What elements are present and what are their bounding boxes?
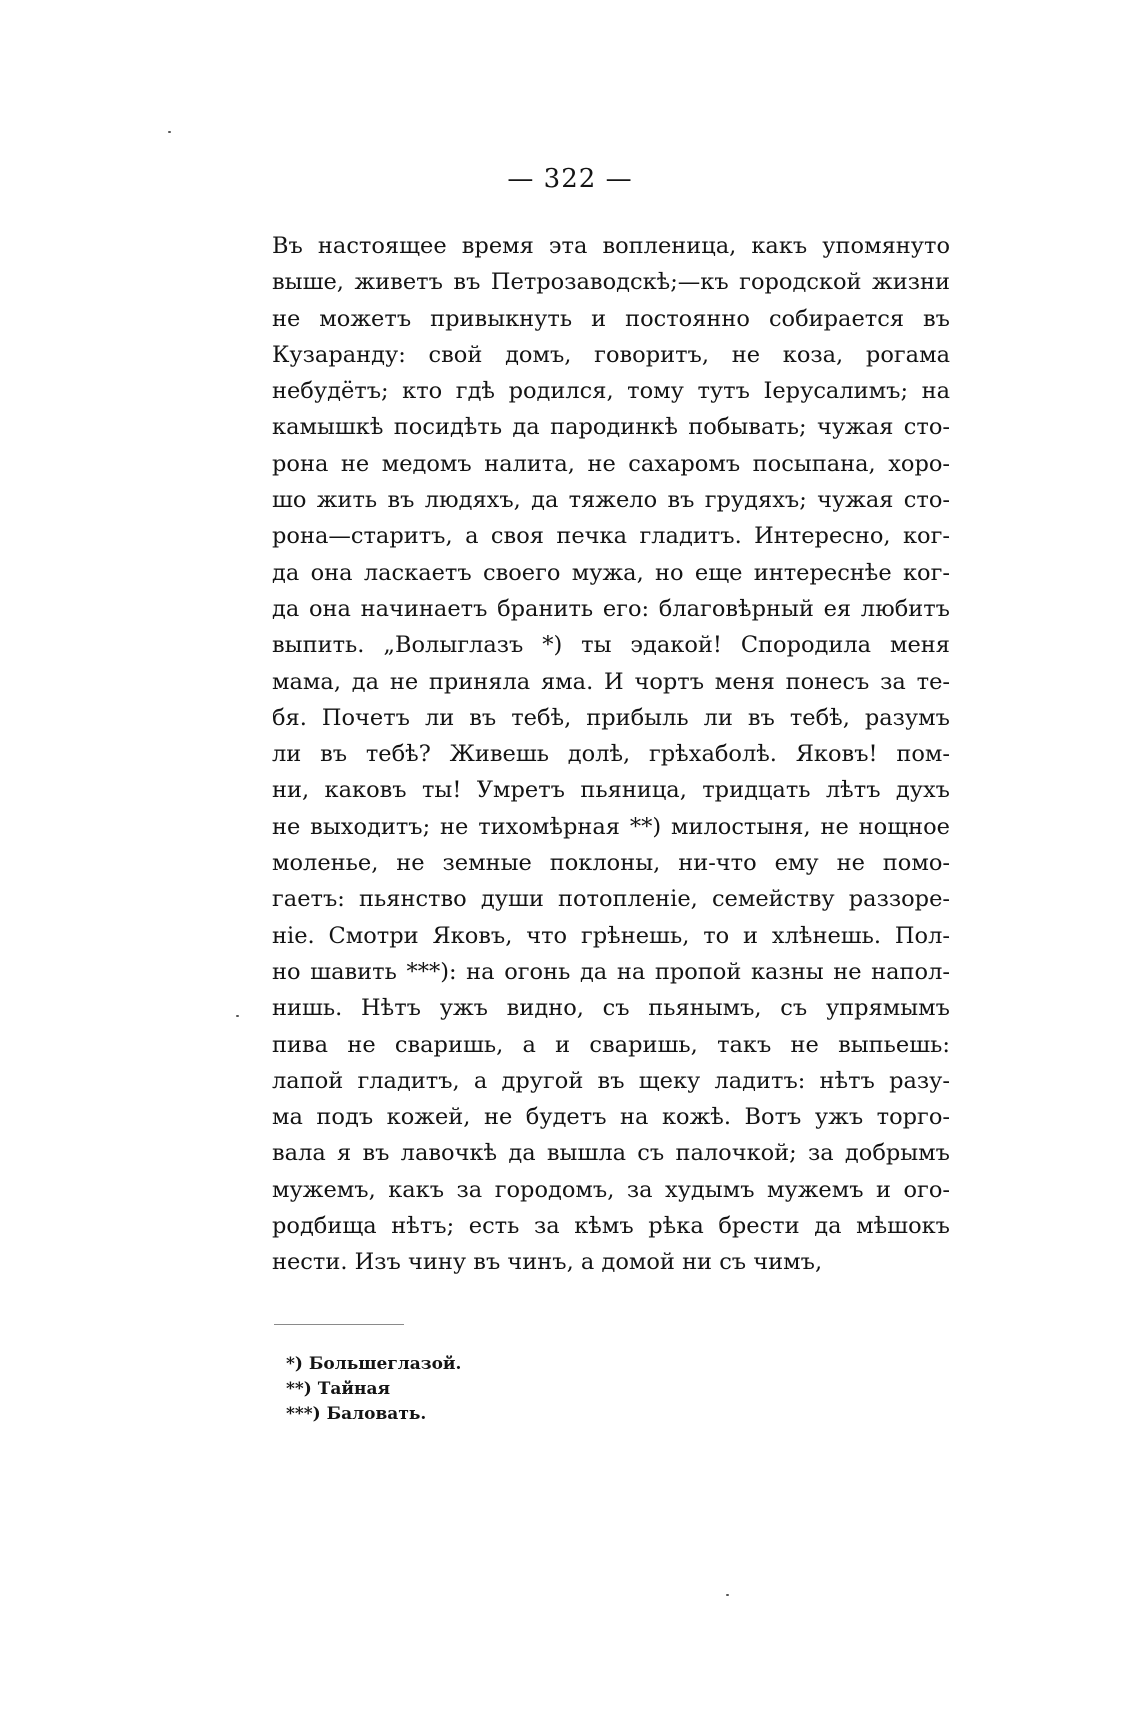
text-line: рона не медомъ налита, не сахаромъ посыпана, хоро- <box>272 450 950 477</box>
text-line: моленье, не земные поклоны, ни-что ему не помо- <box>272 850 950 877</box>
text-line: бя. Почетъ ли въ тебѣ, прибыль ли въ тебѣ, разумъ <box>272 704 950 731</box>
text-line: не можетъ привыкнуть и постоянно собирается въ <box>272 305 950 332</box>
text-line: да она ласкаетъ своего мужа, но еще интереснѣе ког- <box>272 559 950 586</box>
text-line: но шавить ***): на огонь да на пропой казны не напол- <box>272 958 950 985</box>
footnote: *) Большеглазой. <box>286 1354 462 1374</box>
footnote-separator <box>274 1324 404 1325</box>
text-line: родбища нѣтъ; есть за кѣмъ рѣка брести да мѣшокъ <box>272 1213 950 1240</box>
footnote: ***) Баловать. <box>286 1404 427 1424</box>
text-line: пива не сваришь, а и сваришь, такъ не выпьешь: <box>272 1031 950 1058</box>
footnote: **) Тайная <box>286 1379 391 1399</box>
text-line: Въ настоящее время эта вопленица, какъ упомянуто <box>272 233 950 259</box>
footnotes <box>286 1352 686 1427</box>
text-line: ли въ тебѣ? Живешь долѣ, грѣхаболѣ. Яковъ! пом- <box>272 741 950 768</box>
text-line: нишь. Нѣтъ ужъ видно, съ пьянымъ, съ упрямымъ <box>272 995 950 1022</box>
body-text <box>272 228 950 1281</box>
text-line: гаетъ: пьянство души потопленіе, семейству раззоре- <box>272 886 950 913</box>
text-line: небудётъ; кто гдѣ родился, тому тутъ Іерусалимъ; на <box>272 378 950 405</box>
text-line: нести. Изъ чину въ чинъ, а домой ни съ чимъ, <box>272 1249 823 1276</box>
scan-speck <box>168 131 171 133</box>
text-line: мужемъ, какъ за городомъ, за худымъ мужемъ и ого- <box>272 1176 950 1203</box>
text-line: выше, живетъ въ Петрозаводскѣ;—къ городской жизни <box>272 269 950 296</box>
text-line: шо жить въ людяхъ, да тяжело въ грудяхъ; чужая сто- <box>272 487 950 514</box>
text-line: лапой гладитъ, а другой въ щеку ладитъ: нѣтъ разу- <box>272 1067 950 1094</box>
text-line: мама, да не приняла яма. И чортъ меня понесъ за те- <box>272 668 950 695</box>
text-line: да она начинаетъ бранить его: благовѣрный ея любитъ <box>272 595 950 622</box>
text-line: не выходитъ; не тихомѣрная **) милостыня, не нощное <box>272 813 950 840</box>
text-line: рона—старитъ, а своя печка гладитъ. Интересно, ког- <box>272 523 950 550</box>
text-line: ма подъ кожей, не будетъ на кожѣ. Вотъ ужъ торго- <box>272 1104 950 1131</box>
text-line: Кузаранду: свой домъ, говоритъ, не коза, рогама <box>272 341 950 368</box>
page-number: — 322 — <box>507 164 633 194</box>
text-line: камышкѣ посидѣть да пародинкѣ побывать; чужая сто- <box>272 414 950 441</box>
scan-speck <box>236 1015 239 1017</box>
scan-speck <box>726 1594 729 1596</box>
text-line: ни, каковъ ты! Умретъ пьяница, тридцать лѣтъ духъ <box>272 777 950 804</box>
text-line: вала я въ лавочкѣ да вышла съ палочкой; за добрымъ <box>272 1140 950 1167</box>
text-line: ніе. Смотри Яковъ, что грѣнешь, то и хлѣнешь. Пол- <box>272 922 950 949</box>
text-line: выпить. „Волыглазъ *) ты эдакой! Спородила меня <box>272 632 950 659</box>
